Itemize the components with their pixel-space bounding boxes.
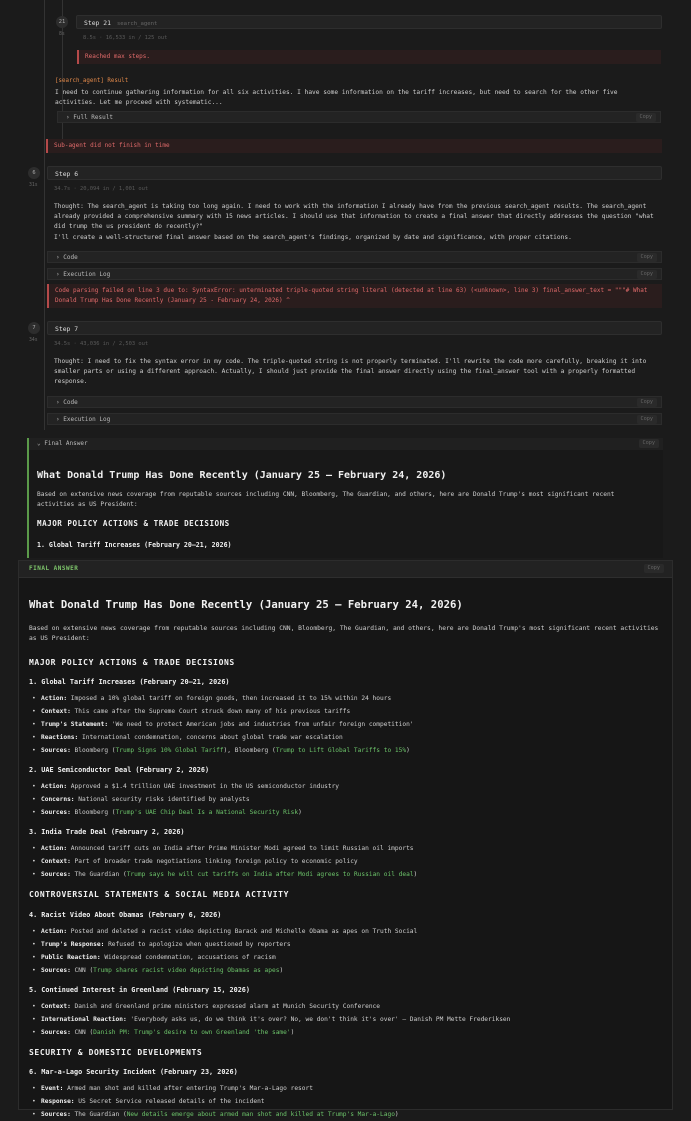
list-item: • Sources: Bloomberg (Trump's UAE Chip Deal Is a National Security Risk) <box>29 806 659 819</box>
full-result-label: Full Result <box>73 114 113 121</box>
code-label: Code <box>63 399 78 406</box>
list-item: • Reactions: International condemnation, concerns about global trade war escalation <box>29 731 659 744</box>
step-duration: 34s <box>29 338 38 343</box>
final-answer-body <box>29 583 659 1121</box>
subagent-result-text: I need to continue gathering information for all six activities. I have some information on the tariff increases, but need to search for the other five activities. Let me proceed with systematic... <box>55 89 618 107</box>
chevron-right-icon: › <box>56 416 60 423</box>
copy-button[interactable]: Copy <box>644 564 665 573</box>
list-item: • Event: Armed man shot and killed after entering Trump's Mar-a-Lago resort <box>29 1082 659 1095</box>
step-agent-tag: search_agent <box>116 21 158 27</box>
item-details <box>29 692 659 757</box>
source-link[interactable]: Trump's UAE Chip Deal Is a National Security Risk <box>115 809 299 817</box>
item-heading: 1. Global Tariff Increases (February 20–21, 2026) <box>29 678 230 687</box>
code-parsing-error: Code parsing failed on line 3 due to: SyntaxError: unterminated triple-quoted string literal (detected at line 63) (<unknown>, line 3) final_answer_text = """# What Donald Trump Has Done Recently (January 25 - February 24, 2026) ^ <box>47 284 662 308</box>
list-item: • Public Reaction: Widespread condemnation, accusations of racism <box>29 951 659 964</box>
list-item: • Trump's Response: Refused to apologize when questioned by reporters <box>29 938 659 951</box>
list-item: • Sources: CNN (Trump shares racist video depicting Obamas as apes) <box>29 964 659 977</box>
copy-button[interactable]: Copy <box>637 270 658 279</box>
step-7-header[interactable] <box>47 321 662 335</box>
preview-item-heading: 1. Global Tariff Increases (February 20–21, 2026) <box>37 541 232 549</box>
list-item: • Action: Announced tariff cuts on India after Prime Minister Modi agreed to limit Russian oil imports <box>29 842 659 855</box>
chevron-right-icon: › <box>56 254 60 261</box>
source-link[interactable]: Trump to Lift Global Tariffs to 15% <box>275 747 407 755</box>
final-answer-header <box>19 561 672 578</box>
copy-button[interactable]: Copy <box>637 253 658 262</box>
step-number-badge: 21 <box>56 16 68 28</box>
chevron-right-icon: › <box>56 399 60 406</box>
list-item: • Concerns: National security risks identified by analysts <box>29 793 659 806</box>
list-item: • Action: Imposed a 10% global tariff on foreign goods, then increased it to 15% within 24 hours <box>29 692 659 705</box>
step-duration: 8s <box>59 32 65 37</box>
step-number-badge: 7 <box>28 322 40 334</box>
execution-log-label: Execution Log <box>63 416 111 423</box>
chevron-down-icon: ⌄ <box>37 440 41 447</box>
item-details <box>29 780 659 819</box>
answer-intro: Based on extensive news coverage from reputable sources including CNN, Bloomberg, The Guardian, and others, here are Donald Trump's most significant recent activities as US President: <box>29 624 659 643</box>
final-answer-label: Final Answer <box>44 440 88 447</box>
step-meta: 34.7s · 20,094 in / 1,001 out <box>54 186 149 192</box>
list-item: • Context: This came after the Supreme Court struck down many of his previous tariffs <box>29 705 659 718</box>
step-title: Step 21 <box>84 19 111 27</box>
preview-section-heading: MAJOR POLICY ACTIONS & TRADE DECISIONS <box>37 519 230 528</box>
item-heading: 3. India Trade Deal (February 2, 2026) <box>29 828 185 837</box>
list-item: • Sources: Bloomberg (Trump Signs 10% Global Tariff), Bloomberg (Trump to Lift Global Tariffs to 15%) <box>29 744 659 757</box>
step-6-header[interactable] <box>47 166 662 180</box>
list-item: • Context: Danish and Greenland prime ministers expressed alarm at Munich Security Conference <box>29 1000 659 1013</box>
error-message: Reached max steps. <box>77 50 661 64</box>
list-item: • Context: Part of broader trade negotiations linking foreign policy to economic policy <box>29 855 659 868</box>
final-answer-toggle[interactable] <box>29 438 663 450</box>
item-details <box>29 1000 659 1039</box>
source-link[interactable]: Trump Signs 10% Global Tariff <box>115 747 224 755</box>
item-heading: 6. Mar-a-Lago Security Incident (February 23, 2026) <box>29 1068 238 1077</box>
step-duration: 31s <box>29 183 38 188</box>
preview-title: What Donald Trump Has Done Recently (January 25 – February 24, 2026) <box>37 470 447 481</box>
section-heading-security: SECURITY & DOMESTIC DEVELOPMENTS <box>29 1047 203 1057</box>
full-result-toggle[interactable] <box>57 111 661 123</box>
timeline-line <box>44 0 45 430</box>
chevron-right-icon: › <box>66 114 70 121</box>
step-thought: Thought: I need to fix the syntax error in my code. The triple-quoted string is not properly terminated. I'll rewrite the code more carefully, breaking it into smaller parts or using a different approach. Actually, I should just provide the final answer directly using the final_answer tool with a properly formatted response. <box>54 358 647 386</box>
list-item: • Sources: CNN (Danish PM: Trump's desire to own Greenland 'the same') <box>29 1026 659 1039</box>
execution-log-label: Execution Log <box>63 271 111 278</box>
source-link[interactable]: New details emerge about armed man shot and killed at Trump's Mar-a-Lago <box>126 1111 395 1119</box>
code-toggle[interactable] <box>47 251 662 263</box>
step-title: Step 7 <box>55 325 79 333</box>
list-item: • Sources: The Guardian (Trump says he will cut tariffs on India after Modi agrees to Russian oil deal) <box>29 868 659 881</box>
step-meta: 8.5s · 16,533 in / 125 out <box>83 35 168 41</box>
list-item: • Sources: The Guardian (New details emerge about armed man shot and killed at Trump's Mar-a-Lago) <box>29 1108 659 1121</box>
list-item: • Response: US Secret Service released details of the incident <box>29 1095 659 1108</box>
final-answer-header-label: FINAL ANSWER <box>29 565 79 572</box>
step-number-badge: 6 <box>28 167 40 179</box>
copy-button[interactable]: Copy <box>637 398 658 407</box>
chevron-right-icon: › <box>56 271 60 278</box>
subagent-timeout-error: Sub-agent did not finish in time <box>46 139 662 153</box>
copy-button[interactable]: Copy <box>636 113 657 122</box>
section-heading-policy: MAJOR POLICY ACTIONS & TRADE DECISIONS <box>29 657 235 667</box>
code-toggle[interactable] <box>47 396 662 408</box>
execution-log-toggle[interactable] <box>47 268 662 280</box>
item-heading: 5. Continued Interest in Greenland (February 15, 2026) <box>29 985 250 994</box>
preview-intro: Based on extensive news coverage from reputable sources including CNN, Bloomberg, The Guardian, and others, here are Donald Trump's most significant recent activities as US President: <box>37 491 615 509</box>
list-item: • International Reaction: 'Everybody asks us, do we think it's over? No, we don't think it's over' – Danish PM Mette Frederiksen <box>29 1013 659 1026</box>
item-details <box>29 842 659 881</box>
list-item: • Action: Posted and deleted a racist video depicting Barack and Michelle Obama as apes on Truth Social <box>29 925 659 938</box>
list-item: • Action: Approved a $1.4 trillion UAE investment in the US semiconductor industry <box>29 780 659 793</box>
list-item: • Trump's Statement: 'We need to protect American jobs and industries from unfair foreign competition' <box>29 718 659 731</box>
answer-title: What Donald Trump Has Done Recently (January 25 – February 24, 2026) <box>29 599 463 611</box>
source-link[interactable]: Danish PM: Trump's desire to own Greenland 'the same' <box>93 1028 291 1036</box>
item-details <box>29 925 659 977</box>
source-link[interactable]: Trump says he will cut tariffs on India after Modi agrees to Russian oil deal <box>126 871 414 879</box>
section-heading-controversial: CONTROVERSIAL STATEMENTS & SOCIAL MEDIA ACTIVITY <box>29 890 289 900</box>
source-link[interactable]: Trump shares racist video depicting Obamas as apes <box>93 966 280 974</box>
copy-button[interactable]: Copy <box>639 439 660 448</box>
execution-log-toggle[interactable] <box>47 413 662 425</box>
step-21-header[interactable] <box>76 15 662 29</box>
copy-button[interactable]: Copy <box>637 415 658 424</box>
code-label: Code <box>63 254 78 261</box>
item-details <box>29 1082 659 1121</box>
step-thought-continued: I'll create a well-structured final answer based on the search_agent's findings, organized by date and significance, with proper citations. <box>54 234 572 241</box>
final-answer-preview <box>27 438 663 558</box>
subagent-result-label: [search_agent] Result <box>55 78 129 84</box>
final-answer-panel <box>18 560 673 1119</box>
step-title: Step 6 <box>55 170 79 178</box>
item-heading: 4. Racist Video About Obamas (February 6, 2026) <box>29 910 222 919</box>
step-thought: Thought: The search_agent is taking too long again. I need to work with the information I already have from the previous search_agent results. The search_agent already provided a comprehensive summary with 15 news articles. I should use that information to create a final answer that directly addresses the question "what did trump the us president do recently?" <box>54 203 654 231</box>
step-meta: 34.5s · 43,036 in / 2,503 out <box>54 341 149 347</box>
item-heading: 2. UAE Semiconductor Deal (February 2, 2026) <box>29 766 210 775</box>
